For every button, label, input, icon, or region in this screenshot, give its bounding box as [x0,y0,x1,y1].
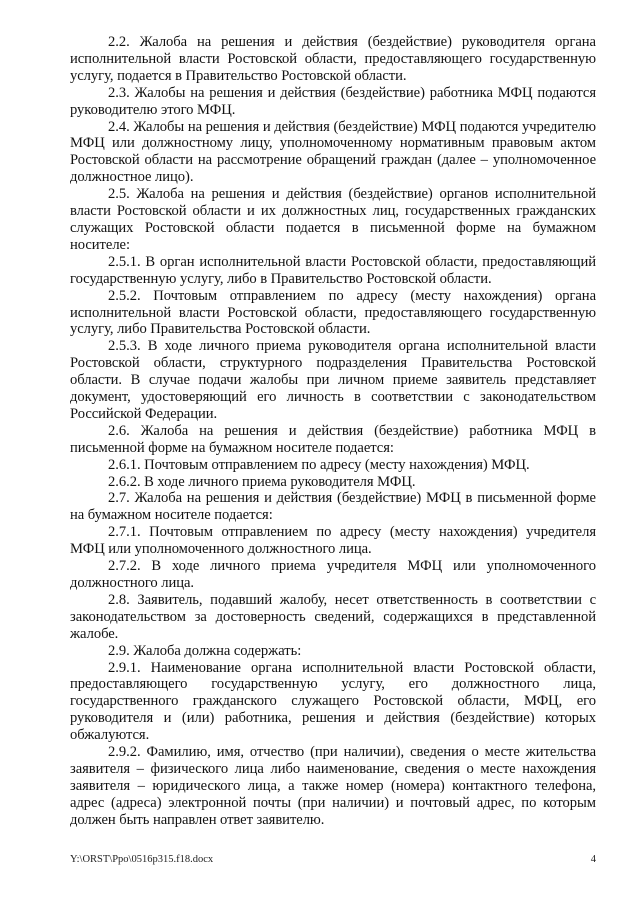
paragraph-2-7-1: 2.7.1. Почтовым отправлением по адресу (месту нахождения) учредителя МФЦ или уполномоченного должностного лица. [70,524,596,558]
paragraph-2-7-2: 2.7.2. В ходе личного приема учредителя МФЦ или уполномоченного должностного лица. [70,558,596,591]
paragraph-2-8: 2.8. Заявитель, подавший жалобу, несет ответственность в соответствии с законодательством за достоверность сведений, содержащихся в представленной жалобе. [70,591,596,642]
paragraph-2-3: 2.3. Жалобы на решения и действия (бездействие) работника МФЦ подаются руководителю этого МФЦ. [70,84,596,118]
paragraph-2-5-3: 2.5.3. В ходе личного приема руководителя органа исполнительной власти Ростовской области, структурного подразделения Правительства Ростовской области. В случае подачи жалобы при личном приеме заявитель представляет документ, удостоверяющий его личность в соответствии с законодательством Российской Федерации. [70,338,596,422]
paragraph-2-6: 2.6. Жалоба на решения и действия (бездействие) работника МФЦ в письменной форме на бумажном носителе подается: [70,422,596,456]
document-body [70,34,596,829]
paragraph-2-2: 2.2. Жалоба на решения и действия (бездействие) руководителя органа исполнительной власти Ростовской области, предоставляющего государственную услугу, подается в Правительство Ростовской области. [70,34,596,84]
paragraph-2-5: 2.5. Жалоба на решения и действия (бездействие) органов исполнительной власти Ростовской области и их должностных лиц, государственных гражданских служащих Ростовской области подается в письменной форме на бумажном носителе: [70,186,596,253]
paragraph-2-4: 2.4. Жалобы на решения и действия (бездействие) МФЦ подаются учредителю МФЦ или должностному лицу, уполномоченному нормативным правовым актом Ростовской области на рассмотрение обращений граждан (далее – уполномоченное должностное лицо). [70,118,596,186]
paragraph-2-5-1: 2.5.1. В орган исполнительной власти Ростовской области, предоставляющий государственную услугу, либо в Правительство Ростовской области. [70,253,596,287]
paragraph-2-9-1: 2.9.1. Наименование органа исполнительной власти Ростовской области, предоставляющего государственную услугу, его должностного лица, государственного гражданского служащего Ростовской области, МФЦ, его руководителя и (или) работника, решения и действия (бездействие) которых обжалуются. [70,659,596,744]
paragraph-2-6-2: 2.6.2. В ходе личного приема руководителя МФЦ. [108,473,416,490]
paragraph-2-9-2: 2.9.2. Фамилию, имя, отчество (при наличии), сведения о месте жительства заявителя – физического лица либо наименование, сведения о месте нахождения заявителя – юридического лица, а также номер (номера) контактного телефона, адрес (адреса) электронной почты (при наличии) и почтовый адрес, по которым должен быть направлен ответ заявителю. [70,744,596,828]
paragraph-2-6-1: 2.6.1. Почтовым отправлением по адресу (месту нахождения) МФЦ. [108,456,530,473]
paragraph-2-5-2: 2.5.2. Почтовым отправлением по адресу (месту нахождения) органа исполнительной власти Ростовской области, предоставляющего государственную услугу, либо Правительства Ростовской области. [70,287,596,338]
page-number: 4 [590,854,596,865]
paragraph-2-9: 2.9. Жалоба должна содержать: [108,642,302,659]
footer-file-path: Y:\ORST\Ppo\0516p315.f18.docx [70,854,214,865]
paragraph-2-7: 2.7. Жалоба на решения и действия (бездействие) МФЦ в письменной форме на бумажном носителе подается: [70,490,596,524]
